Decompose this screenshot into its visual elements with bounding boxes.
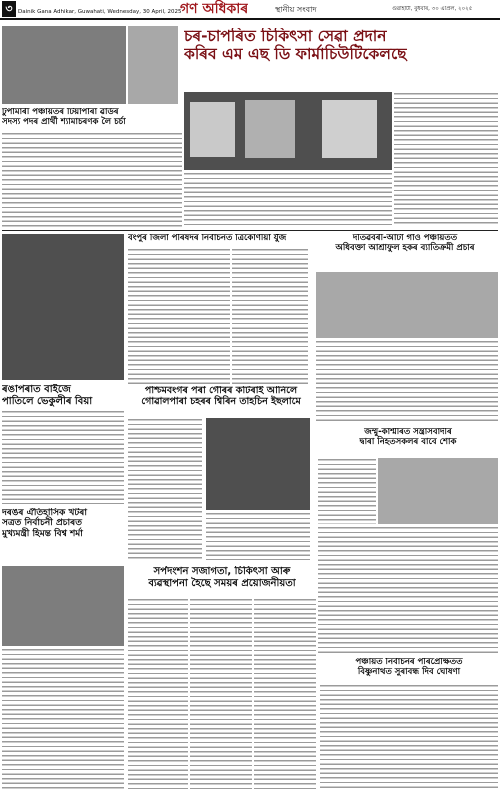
rangapara-story-body	[2, 410, 124, 504]
snakebite-headline	[128, 566, 316, 589]
dotiyabori-headline	[312, 234, 498, 254]
panchayat-headline	[320, 658, 498, 678]
photo-award-ceremony	[206, 418, 310, 510]
section-divider	[2, 230, 498, 231]
tupamari-headline-line-1: টুপামাৰী পঞ্চায়তৰ টিয়াপাৰা ৱাৰ্ডৰ	[2, 108, 119, 117]
tupamari-headline-line-2: সদস্য পদৰ প্ৰাৰ্থী শ্যামাচৰণক লৈ চৰ্চা	[2, 116, 126, 127]
photo-condolence-meeting	[378, 458, 498, 524]
rangapara-headline-line-2: পাতিলে ভেকুলীৰ বিয়া	[2, 395, 93, 407]
dorong-headline-line-2: সত্ৰত নিৰ্বাচনী প্ৰচাৰত	[2, 518, 82, 529]
snakebite-story-col-1	[128, 598, 188, 790]
westbengal-headline-line-1: পশ্চিমবংগৰ পৰা গৌৰৰ কটিৰাই আনিলে	[144, 386, 298, 396]
lead-story-body-right	[394, 92, 498, 226]
photo-wedding-crowd	[2, 234, 124, 380]
westbengal-headline	[128, 386, 314, 408]
tupamari-headline	[2, 108, 182, 128]
rangapara-headline-line-1: ৰঙাপৰাত বাইজে	[2, 384, 71, 395]
bongpur-story-col-2	[232, 248, 308, 384]
westbengal-story-col-2	[206, 512, 310, 560]
photo-chief-minister	[2, 566, 124, 646]
photo-person-left	[190, 102, 235, 157]
photo-public-gathering	[2, 26, 126, 104]
newspaper-logo: গণ অধিকাৰ	[180, 1, 249, 17]
lead-headline-line-2: কৰিব এম এছ ডি ফাৰ্মাচিউটিকেলছে	[184, 44, 407, 63]
panchayat-headline-line-2: বিষ্ণুনাথত সুৰাবন্ধ দিব ঘোষণা	[357, 666, 461, 677]
jammu-headline-line-2: দ্বাৰা নিহতসকলৰ বাবে শোক	[359, 436, 457, 447]
jammu-story-col-1	[318, 458, 376, 524]
jammu-headline	[318, 428, 498, 448]
jammu-headline-line-1: জম্মু-কাশ্মীৰত সন্ত্ৰাসবাদীৰ	[364, 428, 452, 437]
dotiyabori-headline-line-1: দতিৱবৰী-আটা গাঁও পঞ্চায়তত	[352, 234, 458, 243]
dotiyabori-headline-line-2: অধিবক্তা আশ্ৰাফুল হকৰ ব্যাতিক্ৰমী প্ৰচাৰ	[335, 242, 475, 253]
photo-person-right	[322, 100, 377, 158]
snakebite-story-col-3	[254, 598, 316, 790]
westbengal-story-col-1	[128, 418, 202, 560]
masthead	[0, 0, 500, 20]
dorong-headline-line-3: মুখ্যমন্ত্ৰী হিমন্ত বিশ্ব শৰ্মা	[2, 528, 83, 539]
snakebite-story-col-2	[190, 598, 252, 790]
westbengal-headline-line-2: গোৱালপাৰা চহৰৰ শ্বিৰিন তাহচিন ইছলামে	[141, 395, 301, 407]
tupamari-story-body	[2, 132, 182, 228]
rangapara-headline	[2, 384, 124, 407]
photo-candidate-portrait	[128, 26, 178, 104]
snakebite-headline-line-1: সৰ্পদংশন সজাগতা, চিকিৎসা আৰু	[153, 566, 291, 577]
jammu-story-body	[318, 526, 498, 656]
dorong-headline-line-1: দৰঙৰ ঐতিহাসিক খটৰা	[2, 508, 87, 518]
dotiyabori-story-body	[316, 340, 498, 424]
panchayat-story-body	[320, 684, 498, 790]
bongpur-story-col-1	[128, 248, 230, 384]
lead-headline	[184, 28, 496, 64]
section-title: স্থানীয় সংবাদ	[275, 5, 317, 14]
bongpur-headline: বংপুৰ জিলা পৰিষদৰ নিৰ্বাচনত ত্ৰিকোণীয়া যুঁজ	[128, 234, 287, 243]
panchayat-headline-line-1: পঞ্চায়ত নিৰ্বাচনৰ পৰিপ্ৰেক্ষিতত	[355, 658, 463, 667]
masthead-date-assamese: গুৱাহাটী, বুধবাৰ, ৩০ এপ্ৰিল, ২০২৫	[392, 6, 473, 12]
dorong-story-body	[2, 648, 124, 790]
dorong-headline	[2, 508, 124, 539]
page-number: ৩	[2, 1, 16, 17]
lead-story-body	[184, 172, 392, 226]
lead-headline-line-1: চৰ-চাপৰিত চিকিৎসা সেৱা প্ৰদান	[184, 28, 387, 45]
photo-campaign-group	[316, 272, 498, 338]
snakebite-headline-line-2: ব্যৱস্থাপনা হৈছে সময়ৰ প্ৰয়োজনীয়তা	[148, 577, 296, 589]
photo-person-middle	[245, 100, 295, 158]
masthead-date-english: Dainik Gana Adhikar, Guwahati, Wednesday, 30 April, 2025	[18, 9, 182, 15]
